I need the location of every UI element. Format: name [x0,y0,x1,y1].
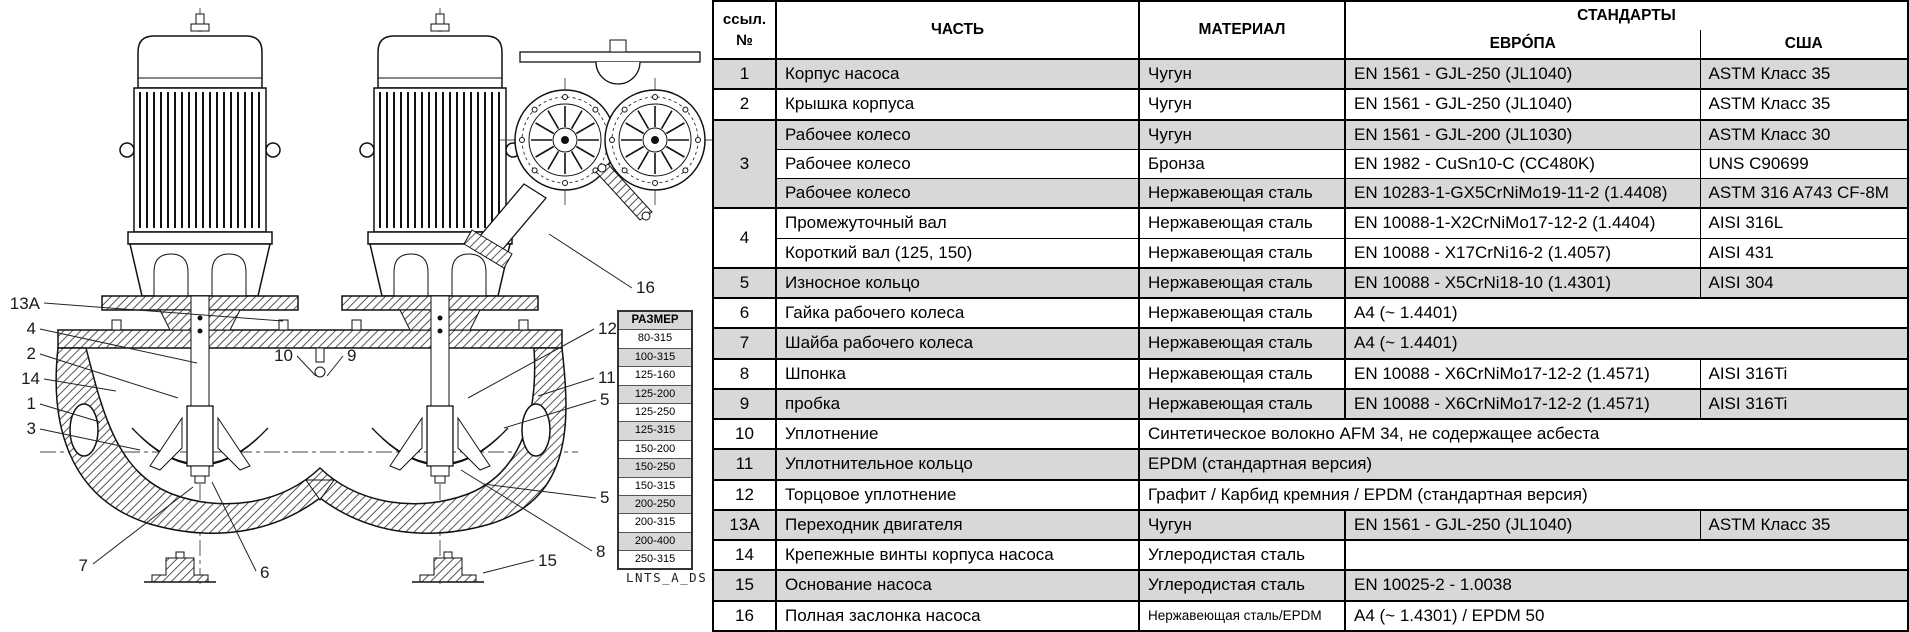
standard-europe: EN 10088 - X6CrNiMo17-12-2 (1.4571) [1345,359,1700,389]
material-spanning: Синтетическое волокно AFM 34, не содержащее асбеста [1139,419,1908,449]
standard-europe: EN 1982 - CuSn10-C (CC480K) [1345,149,1700,178]
part-name: Гайка рабочего колеса [776,298,1139,328]
callout-2: 2 [26,344,36,363]
parts-row-16 [713,601,1908,631]
standard-usa: AISI 316Ti [1700,389,1908,419]
motor-right [342,14,538,310]
part-name: Шпонка [776,359,1139,389]
part-name: Рабочее колесо [776,179,1139,209]
pump-foot-left [144,552,216,582]
callout-14: 14 [21,369,40,388]
callout-leader-line [327,356,343,376]
pump-head-right [352,296,528,483]
parts-row-15 [713,570,1908,600]
callout-5: 5 [600,488,610,507]
header-part: ЧАСТЬ [776,1,1139,59]
part-name: Торцовое уплотнение [776,480,1139,510]
standard-usa: AISI 316L [1700,208,1908,238]
parts-row-9 [713,389,1908,419]
callout-15: 15 [538,551,557,570]
part-name: Основание насоса [776,570,1139,600]
standard-europe: EN 1561 - GJL-250 (JL1040) [1345,59,1700,89]
callout-3: 3 [26,419,36,438]
standard-europe: EN 1561 - GJL-250 (JL1040) [1345,89,1700,119]
material: Чугун [1139,89,1345,119]
ref-number: 9 [713,389,776,419]
parts-table [712,0,1909,632]
parts-row-2 [713,89,1908,119]
ref-number: 5 [713,268,776,298]
standard-europe: EN 10088-1-X2CrNiMo17-12-2 (1.4404) [1345,208,1700,238]
standard-usa: AISI 304 [1700,268,1908,298]
parts-row-12 [713,480,1908,510]
motor-left [102,14,298,310]
size-item: 125-250 [619,403,691,421]
material: Углеродистая сталь [1139,570,1345,600]
ref-number: 11 [713,449,776,479]
standard-usa: ASTM Класс 35 [1700,510,1908,540]
standard-europe-spanning: A4 (~ 1.4401) [1345,298,1908,328]
size-item: 150-315 [619,477,691,495]
callout-8: 8 [596,542,606,561]
ref-number: 10 [713,419,776,449]
standard-europe: EN 10088 - X6CrNiMo17-12-2 (1.4571) [1345,389,1700,419]
size-item: 200-315 [619,513,691,531]
part-name: Крышка корпуса [776,89,1139,119]
size-item: 200-250 [619,495,691,513]
drawing-svg [0,0,712,590]
part-name: Короткий вал (125, 150) [776,238,1139,268]
part-name: Уплотнение [776,419,1139,449]
standard-usa: ASTM Класс 35 [1700,59,1908,89]
material: Нержавеющая сталь [1139,359,1345,389]
material: Чугун [1139,59,1345,89]
part-name: Промежуточный вал [776,208,1139,238]
standard-europe-spanning: A4 (~ 1.4301) / EPDM 50 [1345,601,1908,631]
standard-usa: ASTM 316 A743 CF-8M [1700,179,1908,209]
header-europe: ЕВРÓПА [1345,30,1700,59]
ref-number: 14 [713,540,776,570]
callout-leader-line [549,234,632,288]
parts-row-1 [713,59,1908,89]
header-ref [713,1,776,59]
parts-row-6 [713,298,1908,328]
material: Бронза [1139,149,1345,178]
callout-7: 7 [78,556,88,575]
callout-12: 12 [598,319,617,338]
header-ref-line1: ссыл. [722,11,767,28]
size-item: 125-160 [619,366,691,384]
callout-leader-line [297,356,316,376]
drawing-code-label: LNTS_A_DS [626,570,708,585]
parts-row-4 [713,208,1908,238]
part-name: Рабочее колесо [776,120,1139,150]
parts-row-8 [713,359,1908,389]
standard-usa: AISI 431 [1700,238,1908,268]
size-item: 125-315 [619,421,691,439]
parts-row-14 [713,540,1908,570]
material: Нержавеющая сталь [1139,208,1345,238]
size-item: 250-315 [619,550,691,568]
size-table [617,310,693,570]
parts-table-panel [712,0,1907,625]
part-name: Крепежные винты корпуса насоса [776,540,1139,570]
ref-number: 4 [713,208,776,268]
callout-10: 10 [274,346,293,365]
standard-europe: EN 10088 - X17CrNi16-2 (1.4057) [1345,238,1700,268]
standard-europe-spanning: A4 (~ 1.4401) [1345,328,1908,358]
parts-row-13A [713,510,1908,540]
part-name: Рабочее колесо [776,149,1139,178]
part-name: Полная заслонка насоса [776,601,1139,631]
parts-row [713,238,1908,268]
ref-number: 7 [713,328,776,358]
ref-number: 8 [713,359,776,389]
ref-number: 16 [713,601,776,631]
standard-usa: UNS C90699 [1700,149,1908,178]
center-plug [316,348,324,362]
ref-number: 13A [713,510,776,540]
pump-casing-section [56,330,566,533]
size-item: 200-400 [619,532,691,550]
size-item: 80-315 [619,329,691,347]
standard-usa: ASTM Класс 30 [1700,120,1908,150]
material: Нержавеющая сталь [1139,389,1345,419]
ref-number: 1 [713,59,776,89]
callout-4: 4 [26,319,36,338]
fan-right [605,90,705,190]
standard-europe: EN 1561 - GJL-200 (JL1030) [1345,120,1700,150]
parts-row [713,149,1908,178]
ref-number: 2 [713,89,776,119]
callout-9: 9 [347,346,357,365]
size-item: 150-250 [619,458,691,476]
standard-europe-spanning [1345,540,1908,570]
ref-number: 3 [713,120,776,209]
discharge-port [522,404,550,456]
material-spanning: Графит / Карбид кремния / EPDM (стандартная версия) [1139,480,1908,510]
callout-leader-line [483,560,534,573]
material: Нержавеющая сталь [1139,328,1345,358]
header-material: МАТЕРИАЛ [1139,1,1345,59]
part-name: пробка [776,389,1139,419]
part-name: Уплотнительное кольцо [776,449,1139,479]
parts-row-3 [713,120,1908,150]
pump-technical-drawing [0,0,712,590]
ref-number: 15 [713,570,776,600]
material: Чугун [1139,120,1345,150]
part-name: Шайба рабочего колеса [776,328,1139,358]
part-name: Износное кольцо [776,268,1139,298]
pump-foot-right [412,552,484,582]
callout-6: 6 [260,563,270,582]
callout-11: 11 [598,368,616,387]
ref-number: 12 [713,480,776,510]
standard-usa: ASTM Класс 35 [1700,89,1908,119]
header-usa: США [1700,30,1908,59]
standard-europe: EN 1561 - GJL-250 (JL1040) [1345,510,1700,540]
parts-row-11 [713,449,1908,479]
callout-1: 1 [26,394,36,413]
size-item: 100-315 [619,348,691,366]
callout-13A: 13A [9,294,40,313]
size-item: 150-200 [619,440,691,458]
parts-row-10 [713,419,1908,449]
standard-europe-spanning: EN 10025-2 - 1.0038 [1345,570,1908,600]
size-item: 125-200 [619,385,691,403]
material-spanning: EPDM (стандартная версия) [1139,449,1908,479]
part-name: Переходник двигателя [776,510,1139,540]
pump-head-left [112,296,288,483]
standard-usa: AISI 316Ti [1700,359,1908,389]
header-standards: СТАНДАРТЫ [1345,1,1908,30]
header-ref-line2: № [736,32,753,49]
material: Углеродистая сталь [1139,540,1345,570]
parts-row [713,179,1908,209]
material: Чугун [1139,510,1345,540]
material: Нержавеющая сталь/EPDM [1139,601,1345,631]
size-table-header: РАЗМЕР [619,312,691,329]
callout-5: 5 [600,390,610,409]
material: Нержавеющая сталь [1139,268,1345,298]
parts-row-5 [713,268,1908,298]
standard-europe: EN 10088 - X5CrNi18-10 (1.4301) [1345,268,1700,298]
material: Нержавеющая сталь [1139,298,1345,328]
ref-number: 6 [713,298,776,328]
parts-row-7 [713,328,1908,358]
material: Нержавеющая сталь [1139,179,1345,209]
suction-port [70,404,98,456]
callout-16: 16 [636,278,655,297]
material: Нержавеющая сталь [1139,238,1345,268]
standard-europe: EN 10283-1-GX5CrNiMo19-11-2 (1.4408) [1345,179,1700,209]
part-name: Корпус насоса [776,59,1139,89]
